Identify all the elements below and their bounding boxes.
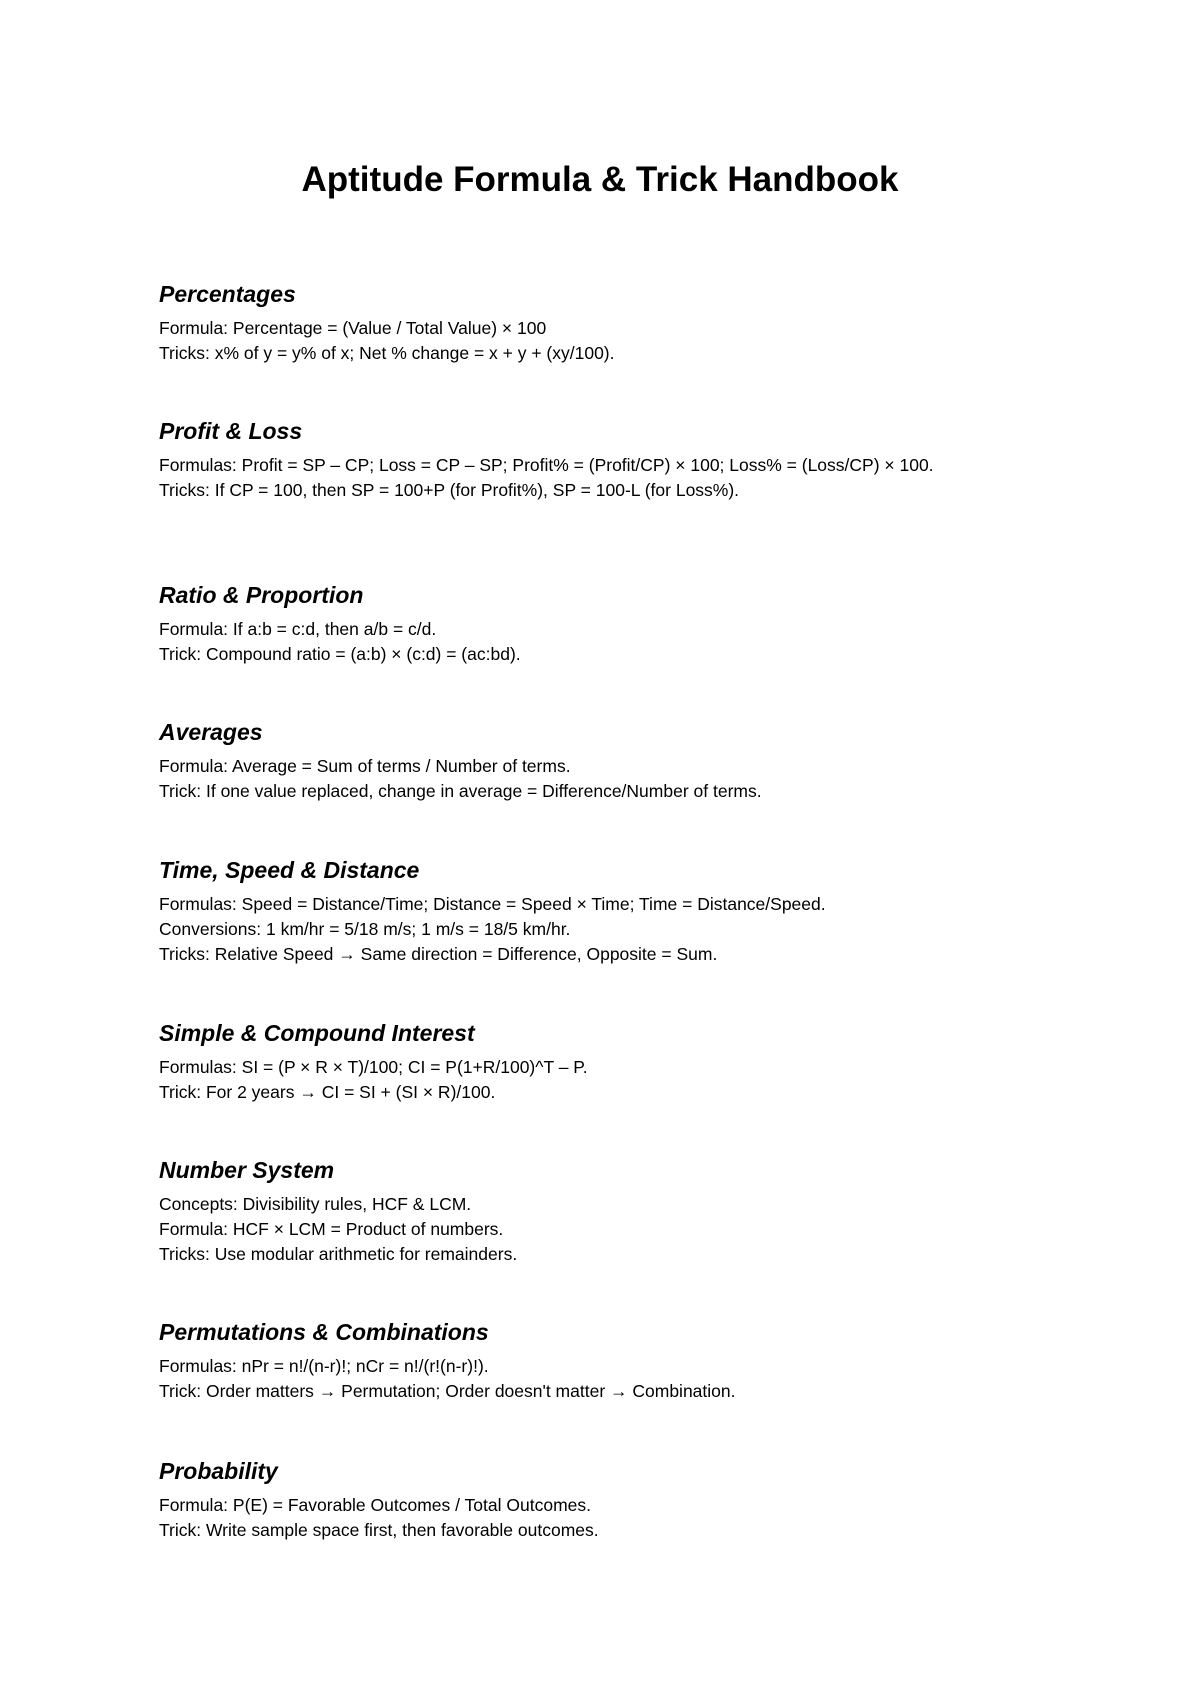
section-percentages [159,279,1039,366]
section-ratio-proportion [159,580,1039,667]
section-line: Trick: If one value replaced, change in average = Difference/Number of terms. [159,781,762,801]
section-line: Trick: Write sample space first, then favorable outcomes. [159,1520,599,1540]
section-line: Tricks: If CP = 100, then SP = 100+P (for Profit%), SP = 100-L (for Loss%). [159,480,740,500]
section-permutations-combinations [159,1317,1039,1404]
section-line: Conversions: 1 km/hr = 5/18 m/s; 1 m/s = 18/5 km/hr. [159,919,571,939]
section-line: Formula: P(E) = Favorable Outcomes / Total Outcomes. [159,1495,591,1515]
section-line: Formulas: nPr = n!/(n-r)!; nCr = n!/(r!(n-r)!). [159,1356,489,1376]
section-heading: Time, Speed & Distance [159,857,420,883]
section-line: Trick: Compound ratio = (a:b) × (c:d) = (ac:bd). [159,644,521,664]
section-line: Formula: Average = Sum of terms / Number of terms. [159,756,571,776]
section-heading: Averages [159,719,263,745]
section-number-system [159,1155,1039,1267]
section-line: Tricks: Use modular arithmetic for remainders. [159,1244,518,1264]
section-heading: Simple & Compound Interest [159,1020,475,1046]
section-time-speed-distance [159,855,1039,967]
section-line: Formula: If a:b = c:d, then a/b = c/d. [159,619,437,639]
section-heading: Ratio & Proportion [159,582,364,608]
section-line: Tricks: Relative Speed → Same direction = Difference, Opposite = Sum. [159,944,718,964]
section-line: Formula: HCF × LCM = Product of numbers. [159,1219,504,1239]
section-heading: Percentages [159,281,296,307]
section-profit-loss [159,416,1039,503]
section-line: Formula: Percentage = (Value / Total Value) × 100 [159,318,547,338]
section-averages [159,717,1039,804]
section-line: Tricks: x% of y = y% of x; Net % change = x + y + (xy/100). [159,343,615,363]
section-heading: Probability [159,1458,278,1484]
section-probability [159,1456,1039,1543]
section-simple-compound-interest [159,1018,1039,1105]
section-line: Trick: Order matters → Permutation; Order doesn't matter → Combination. [159,1381,736,1401]
section-heading: Permutations & Combinations [159,1319,489,1345]
section-heading: Profit & Loss [159,418,303,444]
section-line: Formulas: Profit = SP – CP; Loss = CP – SP; Profit% = (Profit/CP) × 100; Loss% = (Loss/CP) × 100. [159,455,934,475]
document-title: Aptitude Formula & Trick Handbook [301,160,899,199]
section-line: Formulas: SI = (P × R × T)/100; CI = P(1+R/100)^T – P. [159,1057,588,1077]
section-line: Trick: For 2 years → CI = SI + (SI × R)/100. [159,1082,496,1102]
section-line: Concepts: Divisibility rules, HCF & LCM. [159,1194,472,1214]
section-heading: Number System [159,1157,335,1183]
section-line: Formulas: Speed = Distance/Time; Distance = Speed × Time; Time = Distance/Speed. [159,894,826,914]
